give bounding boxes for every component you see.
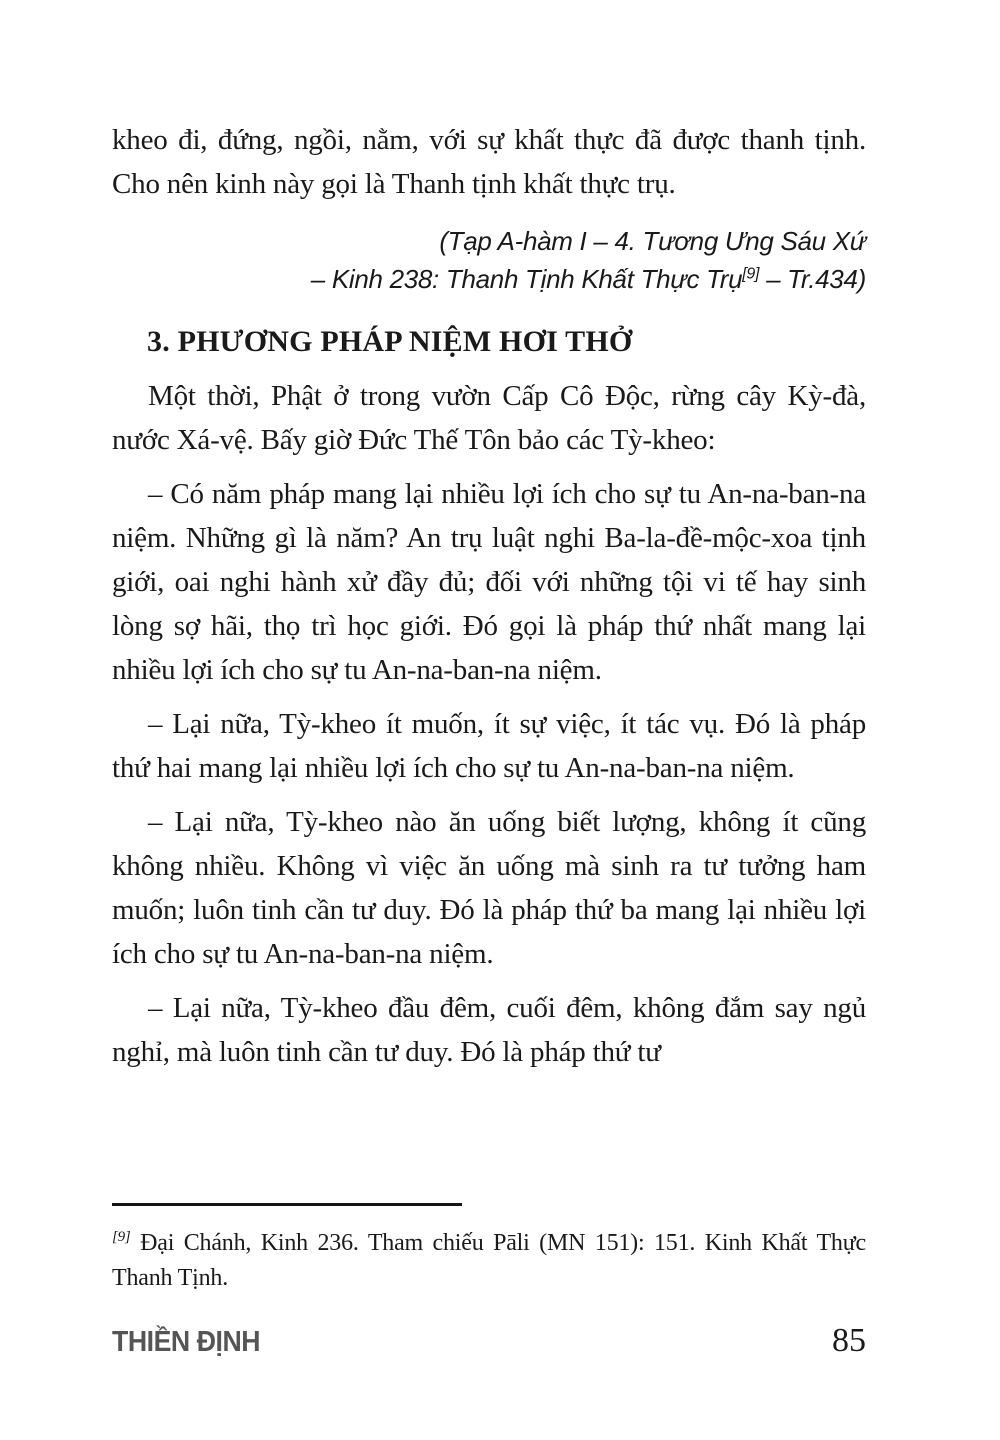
citation-line-2: – Kinh 238: Thanh Tịnh Khất Thực Trụ[9] – Tr.434) bbox=[310, 264, 866, 294]
citation-line-1: (Tạp A-hàm I – 4. Tương Ưng Sáu Xứ bbox=[439, 226, 866, 256]
citation-footnote-ref: [9] bbox=[742, 265, 760, 283]
paragraph: Một thời, Phật ở trong vườn Cấp Cô Độc, rừng cây Kỳ-đà, nước Xá-vệ. Bấy giờ Đức Thế Tôn bảo các Tỳ-kheo: bbox=[112, 380, 866, 456]
paragraph: – Lại nữa, Tỳ-kheo nào ăn uống biết lượng, không ít cũng không nhiều. Không vì việc ăn uống mà sinh ra tư tưởng ham muốn; luôn tinh cần tư duy. Đó là pháp thứ ba mang lại nhiều lợi ích cho sự tu An-na-ban-na niệm. bbox=[112, 806, 866, 970]
footnote-marker: [9] bbox=[112, 1229, 131, 1245]
footnote: [9] Đại Chánh, Kinh 236. Tham chiếu Pāli (MN 151): 151. Kinh Khất Thực Thanh Tịnh. bbox=[112, 1229, 866, 1291]
running-head-chapter-title: THIỀN ĐỊNH bbox=[112, 1326, 261, 1358]
source-citation bbox=[112, 222, 866, 298]
paragraph: – Lại nữa, Tỳ-kheo ít muốn, ít sự việc, ít tác vụ. Đó là pháp thứ hai mang lại nhiều lợi ích cho sự tu An-na-ban-na niệm. bbox=[112, 708, 866, 784]
footnote-separator-rule bbox=[112, 1203, 462, 1206]
continuation-paragraph: kheo đi, đứng, ngồi, nằm, với sự khất thực đã được thanh tịnh. Cho nên kinh này gọi là Thanh tịnh khất thực trụ. bbox=[112, 124, 866, 200]
page-content bbox=[112, 118, 866, 1074]
section-heading: 3. PHƯƠNG PHÁP NIỆM HƠI THỞ bbox=[147, 325, 633, 358]
page-number: 85 bbox=[832, 1322, 866, 1359]
footnote-block bbox=[112, 1203, 866, 1296]
paragraph: – Lại nữa, Tỳ-kheo đầu đêm, cuối đêm, không đắm say ngủ nghỉ, mà luôn tinh cần tư duy. Đó là pháp thứ tư bbox=[112, 992, 866, 1068]
paragraph: – Có năm pháp mang lại nhiều lợi ích cho sự tu An-na-ban-na niệm. Những gì là năm? An trụ luật nghi Ba-la-đề-mộc-xoa tịnh giới, oai nghi hành xử đầy đủ; đối với những tội vi tế hay sinh lòng sợ hãi, thọ trì học giới. Đó gọi là pháp thứ nhất mang lại nhiều lợi ích cho sự tu An-na-ban-na niệm. bbox=[112, 478, 866, 686]
page-footer bbox=[112, 1322, 866, 1360]
section-paragraphs bbox=[112, 374, 866, 1074]
